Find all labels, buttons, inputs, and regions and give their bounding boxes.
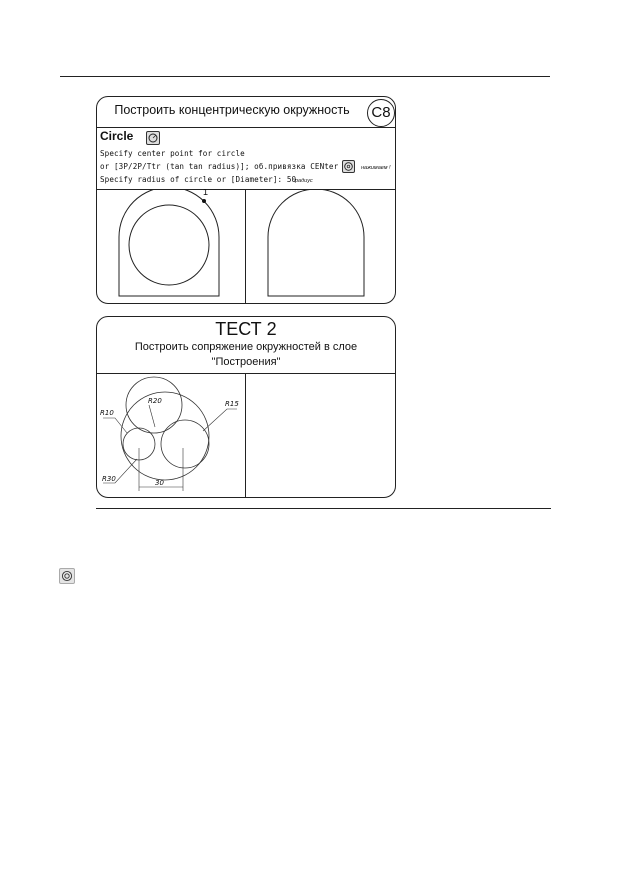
circle-r20-top xyxy=(126,377,182,433)
radius-note: радиус xyxy=(295,178,313,184)
test-subtitle-1: Построить сопряжение окружностей в слое xyxy=(134,341,358,353)
card-title: Построить концентрическую окружность xyxy=(114,103,350,117)
header-divider xyxy=(97,127,396,128)
dim-r10-label: R10 xyxy=(100,409,114,417)
prompt-line-1: Specify center point for circle xyxy=(100,149,245,158)
test-drawing xyxy=(97,373,245,498)
drawing-before-after xyxy=(97,189,396,304)
test-panel-divider xyxy=(245,373,246,498)
point-1-marker xyxy=(202,199,206,203)
dim-30-label: 30 xyxy=(155,479,164,487)
circle-r15-right xyxy=(161,420,209,468)
circle-command-icon[interactable] xyxy=(146,131,160,145)
top-rule xyxy=(60,76,550,77)
dim-r30-label: R30 xyxy=(102,475,116,483)
card-test-2 xyxy=(96,316,396,498)
concentric-circle xyxy=(129,205,209,285)
point-1-label: 1 xyxy=(203,189,209,197)
arch-shape-right xyxy=(268,189,364,296)
press-note: нажимаем ! xyxy=(361,165,391,171)
leader-r20 xyxy=(149,405,155,427)
prompt-line-2: or [3P/2P/Ttr (tan tan radius)]; об.привязка CENter xyxy=(100,162,339,171)
test-title: ТЕСТ 2 xyxy=(215,319,277,339)
command-name: Circle xyxy=(100,129,134,143)
concentric-circle-icon[interactable] xyxy=(59,568,75,584)
bottom-rule xyxy=(96,508,551,509)
prompt-line-3: Specify radius of circle or [Diameter]: 50 xyxy=(100,175,297,184)
card-badge: C8 xyxy=(367,99,395,127)
test-subtitle-2: "Построения" xyxy=(211,356,281,368)
center-snap-icon[interactable] xyxy=(342,160,355,173)
leader-r10 xyxy=(103,418,127,433)
card-concentric-circle xyxy=(96,96,396,304)
circle-r30-big xyxy=(121,392,209,480)
dim-r20-label: R20 xyxy=(148,397,162,405)
dim-r15-label: R15 xyxy=(225,400,239,408)
